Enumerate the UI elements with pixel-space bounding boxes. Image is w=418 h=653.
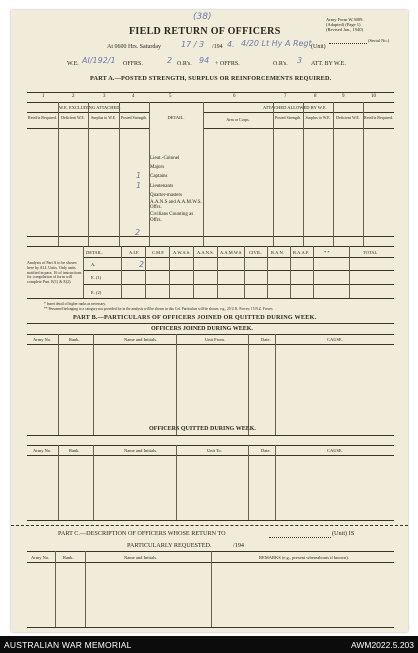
form-reference (326, 17, 364, 32)
archive-name: AUSTRALIAN WAR MEMORIAL (4, 640, 132, 650)
col-divider (333, 102, 334, 246)
quitted-header: Army No. (33, 448, 52, 453)
col-header: Surplus to W.E. (305, 115, 331, 120)
detail-header: DETAIL. (167, 115, 185, 120)
rank-item: Captains (150, 174, 168, 180)
joined-divider (93, 334, 94, 435)
joined-header: Rank. (69, 337, 80, 342)
att-label: ATT. BY W.E. (311, 61, 346, 67)
joined-header: CAUSE. (327, 337, 343, 342)
analysis-header: A.I.F. (129, 250, 140, 255)
col-number: 10 (371, 94, 376, 99)
quitted-title-rule (27, 445, 394, 446)
analysis-row-rule (83, 270, 394, 271)
analysis-bottom-rule (27, 298, 394, 299)
col-divider (119, 102, 120, 246)
col-header: Posted Strength. (274, 115, 302, 120)
col-header: Posted Strength. (120, 115, 148, 120)
quitted-divider (248, 445, 249, 520)
joined-title-rule (27, 334, 394, 335)
col-divider (203, 102, 204, 246)
rank-item: Lieut.-Colonel (150, 156, 180, 161)
analysis-header-rule (83, 257, 394, 258)
quitted-divider (275, 445, 276, 520)
analysis-divider (313, 246, 314, 298)
col-divider (88, 102, 89, 246)
col-number: 7 (284, 94, 287, 99)
quitted-header: Date. (261, 448, 271, 453)
part-a-top-rule (27, 92, 394, 93)
form-ref-line: (Revised Jan., 1940) (326, 27, 363, 32)
col-number: 4 (132, 94, 135, 99)
analysis-note: Analysis of Part A to be shown here by ALL Units. Only units notified in para. 16 of instructions for compilation of form will complete Part. E(1) & E(2). (27, 260, 82, 285)
quitted-header: Rank. (69, 448, 80, 453)
col-number: 1 (42, 94, 45, 99)
analysis-header: CIVIL. (249, 250, 263, 255)
col-divider (363, 102, 364, 246)
quitted-header: Name and Initials. (124, 448, 158, 453)
col-number: 9 (342, 94, 345, 99)
joined-header: Date. (261, 337, 271, 342)
part-c-divider (211, 551, 212, 627)
form-title: FIELD RETURN OF OFFICERS (129, 26, 281, 37)
rank-item: Civilians Counting as Offrs. (150, 212, 194, 223)
part-c-subtitle: PARTICULARLY REQUESTED. (127, 542, 212, 549)
ors-hand: 94 (199, 56, 210, 65)
joined-bottom-rule (27, 435, 394, 436)
rank-item: A.A.N.S and A.A.M.W.S. Offrs. (150, 200, 202, 211)
group-right-rule (203, 112, 394, 113)
col-number: 5 (169, 94, 172, 99)
form-ref-line: Army Form W.3009. (326, 17, 364, 22)
part-c-year: /194 (233, 542, 245, 549)
analysis-header: TOTAL (363, 250, 378, 255)
analysis-row-label: A. (91, 262, 96, 267)
rank-list (150, 154, 206, 223)
col-divider (303, 102, 304, 246)
part-c-divider (85, 551, 86, 627)
part-c-bottom-rule (27, 627, 394, 628)
analysis-divider (290, 246, 291, 298)
analysis-header: A.W.A.S. (173, 250, 191, 255)
analysis-row-rule (83, 284, 394, 285)
hand-aif-value: 2 (139, 260, 145, 269)
serial-line (329, 43, 367, 44)
analysis-divider (267, 246, 268, 298)
footnote-personnel: ** Personnel belonging to a category not provided for in the analysis will be shown in this Col. Particulars will be shown, e.g., 25 U.K. Forces; 15 N.Z. Forces (44, 307, 273, 311)
total-row-rule (27, 236, 394, 237)
analysis-divider (121, 246, 122, 298)
unit-hand: 4/20 Lt Hy A Regt (241, 39, 312, 48)
col-divider (273, 102, 274, 246)
right-header-rule (203, 128, 394, 129)
hand-col4-total: 2 (135, 228, 141, 237)
analysis-divider (169, 246, 170, 298)
col-number: 3 (103, 94, 106, 99)
quitted-title: OFFICERS QUITTED DURING WEEK. (149, 426, 256, 432)
year-label: /194 (212, 44, 223, 50)
analysis-divider (349, 246, 350, 298)
col-number: 6 (233, 94, 236, 99)
part-a-title: PART A.—POSTED STRENGTH, SURPLUS OR REINFORCEMENTS REQUIRED. (90, 75, 332, 82)
perforation-line (11, 525, 408, 526)
at-line: At 0600 Hrs. Saturday (107, 44, 161, 50)
analysis-header: C.M.F. (152, 250, 165, 255)
archive-footer (0, 636, 418, 653)
plus-ors-label: O.R's. (273, 61, 288, 67)
quitted-divider (176, 445, 177, 520)
analysis-header: A.A.M.W.S. (220, 250, 243, 255)
analysis-divider (244, 246, 245, 298)
title-annotation: (38) (193, 12, 212, 22)
rank-item: Quarter-masters (150, 192, 183, 198)
footnote-ranks: * Insert detail of higher ranks as necessary. (44, 302, 106, 306)
ors-label: O.R's. (177, 61, 192, 67)
joined-divider (275, 334, 276, 435)
serial-label: (Serial No.) (368, 38, 390, 43)
analysis-header: * * (324, 250, 330, 255)
quitted-header: Unit To. (207, 448, 222, 453)
we-hand: AI/192/1 (82, 56, 116, 65)
offrs-label: OFFRS. (123, 61, 143, 67)
part-c-header: Army No. (31, 555, 50, 560)
year-hand: 4. (227, 40, 235, 49)
joined-header: Army No. (33, 337, 52, 342)
col-header: Rein'fts Required. (364, 115, 393, 120)
plus-offrs-label: + OFFRS. (215, 61, 240, 67)
analysis-row-label: E. (1) (91, 275, 102, 280)
joined-divider (58, 334, 59, 435)
part-b-title: PART B.—PARTICULARS OF OFFICERS JOINED OR QUITTED DURING WEEK. (73, 314, 317, 321)
archive-reference: AWM2022.5.203 (351, 640, 414, 650)
analysis-row-label: E. (2) (91, 290, 102, 295)
analysis-divider (217, 246, 218, 298)
joined-header: Unit From. (205, 337, 226, 342)
analysis-divider (145, 246, 146, 298)
group-left-header: W.E. EXCLUDING ATTACHED. (59, 105, 121, 110)
part-c-header: Rank. (63, 555, 74, 560)
joined-title: OFFICERS JOINED DURING WEEK. (151, 326, 253, 332)
rank-item: Lieutenants (150, 183, 174, 189)
analysis-divider (193, 246, 194, 298)
analysis-header: DETAIL. (86, 250, 104, 255)
offrs-hand: 2 (167, 56, 173, 65)
col-number: 2 (72, 94, 75, 99)
joined-header-rule (27, 344, 394, 345)
col-header: Deficient W.E. (61, 115, 85, 120)
hand-col4-lieutenants: 1 (136, 181, 142, 190)
at-date-hand: 17 / 3 (181, 40, 205, 49)
joined-header: Name and Initials. (124, 337, 158, 342)
part-c-title: PART C.—DESCRIPTION OF OFFICERS WHOSE RETURN TO (58, 530, 226, 537)
number-row-rule (27, 102, 394, 103)
quitted-divider (93, 445, 94, 520)
col-header: Surplus to W.E. (90, 115, 117, 120)
group-right-header: ATTACHED ALLOWED BY W.E. (263, 105, 327, 110)
col-header: Deficient W.E. (336, 115, 360, 120)
part-b-top-rule (27, 323, 394, 324)
plus-ors-hand: 3 (297, 56, 303, 65)
analysis-header: R.A.N. (271, 250, 284, 255)
part-c-unit-line (269, 537, 331, 538)
part-c-unit-is: (Unit) IS (332, 530, 355, 537)
rank-item: Majors (150, 165, 165, 171)
joined-divider (176, 334, 177, 435)
quitted-divider (58, 445, 59, 520)
quitted-bottom-rule (27, 520, 394, 521)
form-sheet (11, 10, 408, 632)
part-c-divider (55, 551, 56, 627)
analysis-header: R.A.A.F. (293, 250, 310, 255)
form-ref-line: (Adapted) (Page 1) (326, 22, 361, 27)
part-c-header: Name and Initials. (124, 555, 158, 560)
analysis-header: A.A.N.S. (197, 250, 214, 255)
quitted-header-rule (27, 455, 394, 456)
analysis-divider (83, 246, 84, 298)
unit-label: (Unit) (311, 44, 326, 50)
hand-col4-captains: 1 (136, 171, 142, 180)
col-number: 8 (314, 94, 317, 99)
col-header: Rein'fts Required. (28, 115, 57, 120)
joined-divider (248, 334, 249, 435)
we-label: W.E. (67, 61, 79, 67)
quitted-header: CAUSE. (327, 448, 343, 453)
part-c-header: REMARKS (e.g., present whereabouts if known). (259, 555, 349, 560)
col-header: Arm or Corps. (226, 117, 250, 122)
col-divider (58, 102, 59, 246)
col-divider (149, 102, 150, 246)
